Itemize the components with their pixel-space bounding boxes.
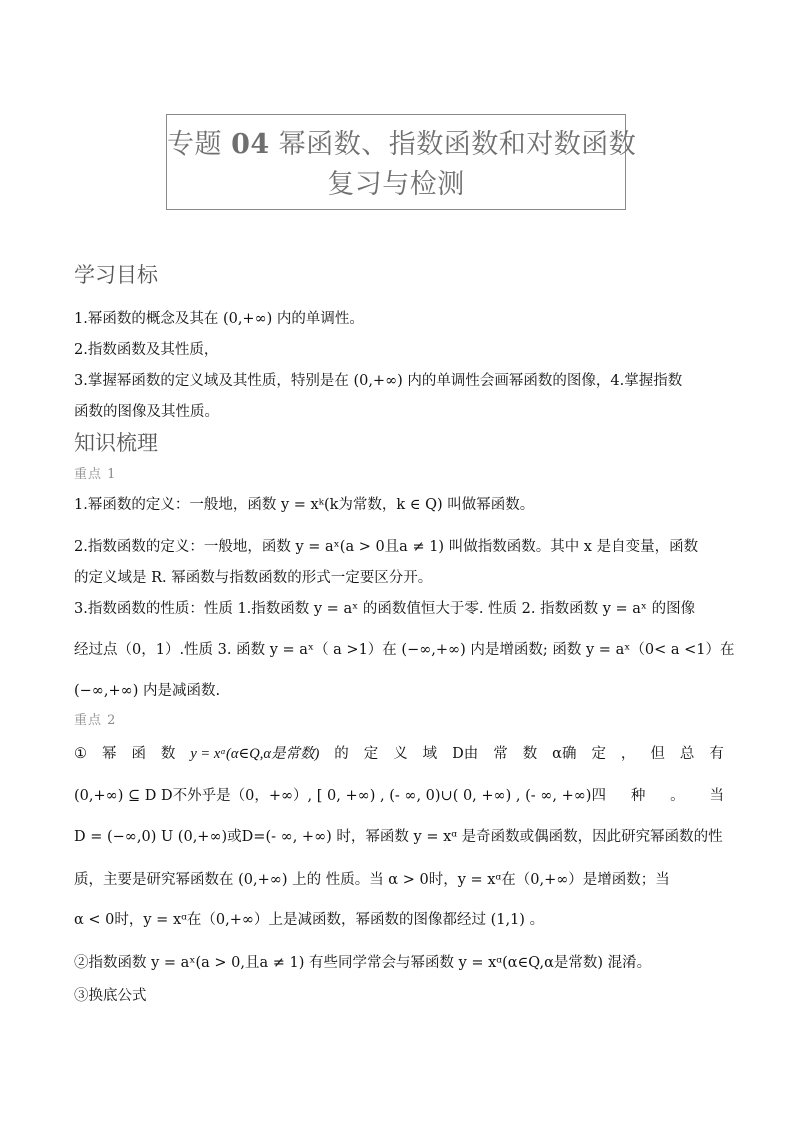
knowledge-heading: 知识梳理 [74, 431, 158, 455]
key2-l2-segment: 种 [630, 788, 646, 804]
key2-line-5: α < 0时，y = xᵅ在（0,+∞）上是减函数，幂函数的图像都经过 (1,1) 。 [74, 912, 545, 928]
exp-property-line-3: (−∞,+∞) 内是减函数. [74, 683, 221, 699]
key2-l1-word: 总 [679, 746, 695, 762]
title-number: 04 [231, 129, 270, 160]
exp-property-line-1: 3.指数函数的性质：性质 1.指数函数 y = aˣ 的函数值恒大于零. 性质 2. 指数函数 y = aˣ 的图像 [74, 601, 696, 617]
key2-l1-word: 函 [131, 746, 146, 762]
goal-1: 1.幂函数的概念及其在 (0,+∞) 内的单调性。 [74, 311, 364, 327]
key2-line-3: D = (−∞,0) U (0,+∞)或D=(- ∞, +∞) 时，幂函数 y = xᵅ 是奇函数或偶函数，因此研究幂函数的性 [74, 829, 723, 845]
title-line-1 [167, 125, 637, 165]
key2-l1-word: 义 [393, 746, 408, 762]
exp-definition-line-1: 2.指数函数的定义：一般地，函数 y = aˣ(a > 0且a ≠ 1) 叫做指数函数。其中 x 是自变量，函数 [74, 539, 699, 555]
key2-l1-word: 幂 [101, 746, 117, 762]
key2-l1-word: 域 [422, 746, 438, 762]
key2-l1-word: 有 [709, 746, 724, 762]
key2-l1-word: α确 [552, 746, 577, 762]
goal-3-line-2: 函数的图像及其性质。 [74, 404, 219, 420]
key2-l1-word: 的 [334, 746, 349, 762]
goal-2: 2.指数函数及其性质， [74, 342, 219, 358]
power-function-definition: 1.幂函数的定义：一般地，函数 y = xᵏ(k为常数，k ∈ Q) 叫做幂函数。 [74, 497, 535, 513]
key2-point-2: ②指数函数 y = aˣ(a > 0,且a ≠ 1) 有些同学常会与幂函数 y = xᵅ(α∈Q,α是常数) 混淆。 [74, 955, 652, 971]
key2-line-1 [74, 745, 724, 763]
title-line-2: 复习与检测 [327, 169, 465, 200]
key2-l1-word: 数 [160, 746, 176, 762]
key2-l1-word: D由 [452, 746, 479, 762]
key2-l1-formula: y = xᵅ(α∈Q,α是常数) [190, 746, 320, 762]
key-point-1-label: 重点 1 [74, 467, 117, 482]
key2-line-2 [74, 787, 724, 805]
key2-l1-word: ① [74, 746, 87, 762]
change-of-base-heading: ③换底公式 [74, 988, 147, 1004]
key2-line-4: 质，主要是研究幂函数在 (0,+∞) 上的 性质。当 α > 0时，y = xᵅ在（0,+∞）是增函数；当 [74, 872, 670, 888]
key2-l1-word: ， [620, 746, 636, 762]
key2-l1-word: 定 [591, 746, 606, 762]
key2-l1-word: 常 [493, 746, 508, 762]
key2-l1-word: 定 [363, 746, 379, 762]
key2-l1-word: 但 [650, 746, 665, 762]
key2-l2-segment: 当 [709, 788, 724, 804]
goal-3-line-1: 3.掌握幂函数的定义域及其性质，特别是在 (0,+∞) 内的单调性会画幂函数的图像，4.掌握指数 [74, 373, 683, 389]
key-point-2-label: 重点 2 [74, 713, 117, 728]
exp-property-line-2: 经过点（0，1）.性质 3. 函数 y = aˣ（ a >1）在 (−∞,+∞) 内是增函数; 函数 y = aˣ（0< a <1）在 [74, 642, 735, 658]
title-main: 幂函数、指数函数和对数函数 [278, 129, 637, 160]
title-box [166, 114, 637, 210]
key2-l2-segment: 。 [670, 788, 685, 804]
key2-l2-segment: (0,+∞) ⊆ D D不外乎是（0，+∞）, [ 0, +∞) , (- ∞, 0)∪( 0, +∞) , (- ∞, +∞)四 [74, 788, 606, 804]
exp-definition-line-2: 的定义域是 R. 幂函数与指数函数的形式一定要区分开。 [74, 570, 433, 586]
title-prefix: 专题 [167, 129, 222, 160]
key2-l1-word: 数 [522, 746, 538, 762]
goals-heading: 学习目标 [74, 263, 158, 287]
